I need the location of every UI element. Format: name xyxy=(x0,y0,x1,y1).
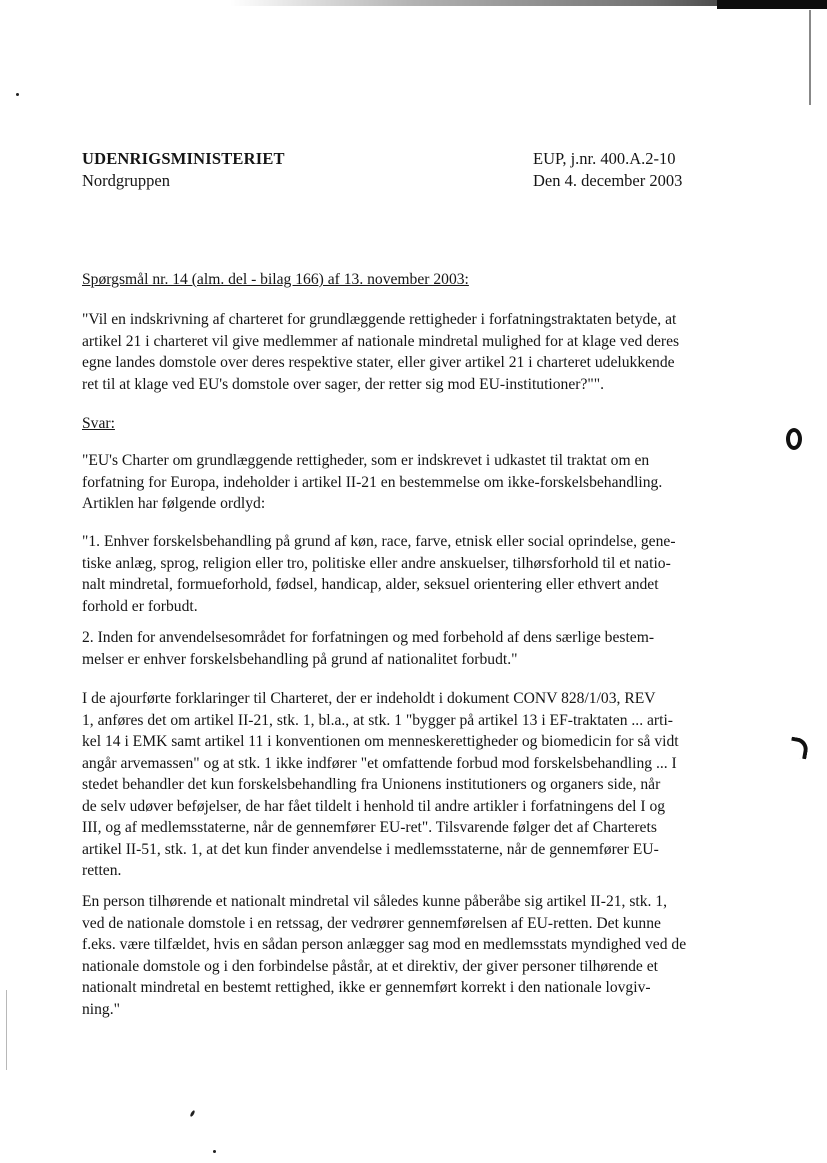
quoted-paragraph-2 xyxy=(82,627,752,670)
explanation-paragraph xyxy=(82,688,752,882)
scan-speck xyxy=(213,1150,216,1153)
text-line: de selv udøver beføjelser, de har fået tildelt i henhold til andre artikler i forfatningens del I og xyxy=(82,797,666,815)
text-line: melser er enhver forskelsbehandling på grund af nationalitet forbudt." xyxy=(82,650,518,668)
answer-heading: Svar: xyxy=(82,415,115,432)
scan-speck xyxy=(16,93,19,96)
text-line: "EU's Charter om grundlæggende rettigheder, som er indskrevet i udkastet til traktat om en xyxy=(82,452,650,469)
text-line: angår arvemassen" og at stk. 1 ikke indfører "et omfattende forbud mod forskelsbehandling ... I xyxy=(82,754,677,772)
ministry-name: UDENRIGSMINISTERIET xyxy=(82,149,285,168)
conclusion-paragraph xyxy=(82,891,752,1020)
text-line: III, og af medlemsstaterne, når de gennemfører EU-ret". Tilsvarende følger det af Charterets xyxy=(82,819,657,836)
letterhead-sender xyxy=(82,148,285,192)
letterhead-reference xyxy=(533,148,682,192)
punch-hole-mark xyxy=(786,428,802,450)
text-line: ning." xyxy=(82,1000,120,1018)
scan-corner-mark xyxy=(717,0,827,9)
text-line: retten. xyxy=(82,862,122,879)
text-line: artikel 21 i charteret vil give medlemmer af nationale mindretal mulighed for at klage ved deres xyxy=(82,332,680,350)
answer-intro xyxy=(82,450,752,515)
punch-hole-mark xyxy=(788,737,809,760)
text-line: artikel II-51, stk. 1, at det kun finder anvendelse i medlemsstaterne, når de gennemfører EU- xyxy=(82,840,659,858)
journal-number: EUP, j.nr. 400.A.2-10 xyxy=(533,149,676,168)
question-heading: Spørgsmål nr. 14 (alm. del - bilag 166) af 13. november 2003: xyxy=(82,271,469,288)
text-line: "Vil en indskrivning af charteret for grundlæggende rettigheder i forfatningstraktaten betyde, at xyxy=(82,311,677,328)
text-line: nationalt mindretal en bestemt rettighed, ikke er gennemført korrekt i den nationale lovgiv- xyxy=(82,979,651,996)
text-line: 1, anføres det om artikel II-21, stk. 1, bl.a., at stk. 1 "bygger på artikel 13 i EF-traktaten ... arti- xyxy=(82,711,673,729)
text-line: forfatning for Europa, indeholder i artikel II-21 en bestemmelse om ikke-forskelsbehandling. xyxy=(82,473,663,491)
text-line: 2. Inden for anvendelsesområdet for forfatningen og med forbehold af dens særlige bestem- xyxy=(82,629,655,646)
scan-edge-left xyxy=(6,990,7,1070)
text-line: forhold er forbudt. xyxy=(82,597,198,615)
text-line: tiske anlæg, sprog, religion eller tro, politiske eller andre anskuelser, tilhørsforhold til et natio- xyxy=(82,554,671,572)
text-line: ved de nationale domstole i en retssag, der vedrører gennemførelsen af EU-retten. Det kunne xyxy=(82,914,661,932)
department-name: Nordgruppen xyxy=(82,171,170,190)
text-line: I de ajourførte forklaringer til Charteret, der er indeholdt i dokument CONV 828/1/03, REV xyxy=(82,690,656,707)
text-line: stedet behandler det kun forskelsbehandling fra Unionens institutioners og organers side, når xyxy=(82,776,661,793)
text-line: Artiklen har følgende ordlyd: xyxy=(82,495,266,512)
text-line: f.eks. være tilfældet, hvis en sådan person anlægger sag mod en medlemsstats myndighed ved de xyxy=(82,936,687,953)
text-line: nationale domstole og i den forbindelse påstår, at et direktiv, der giver personer tilhørende et xyxy=(82,957,659,975)
scan-edge-right xyxy=(809,10,811,105)
text-line: kel 14 i EMK samt artikel 11 i konventionen om menneskerettigheder og biomedicin for så vidt xyxy=(82,733,679,750)
scan-speck xyxy=(189,1110,195,1118)
quoted-paragraph-1 xyxy=(82,531,752,617)
text-line: egne landes domstole over deres respektive stater, eller giver artikel 21 i charteret udelukkende xyxy=(82,354,675,371)
text-line: En person tilhørende et nationalt mindretal vil således kunne påberåbe sig artikel II-21, stk. 1, xyxy=(82,893,668,910)
text-line: "1. Enhver forskelsbehandling på grund af køn, race, farve, etnisk eller social oprindelse, gene- xyxy=(82,533,676,550)
text-line: ret til at klage ved EU's domstole over sager, der retter sig mod EU-institutioner?"". xyxy=(82,375,605,393)
document-date: Den 4. december 2003 xyxy=(533,171,683,190)
text-line: nalt mindretal, formueforhold, fødsel, handicap, alder, seksuel orientering eller ethvert andet xyxy=(82,576,659,593)
question-text xyxy=(82,309,752,395)
